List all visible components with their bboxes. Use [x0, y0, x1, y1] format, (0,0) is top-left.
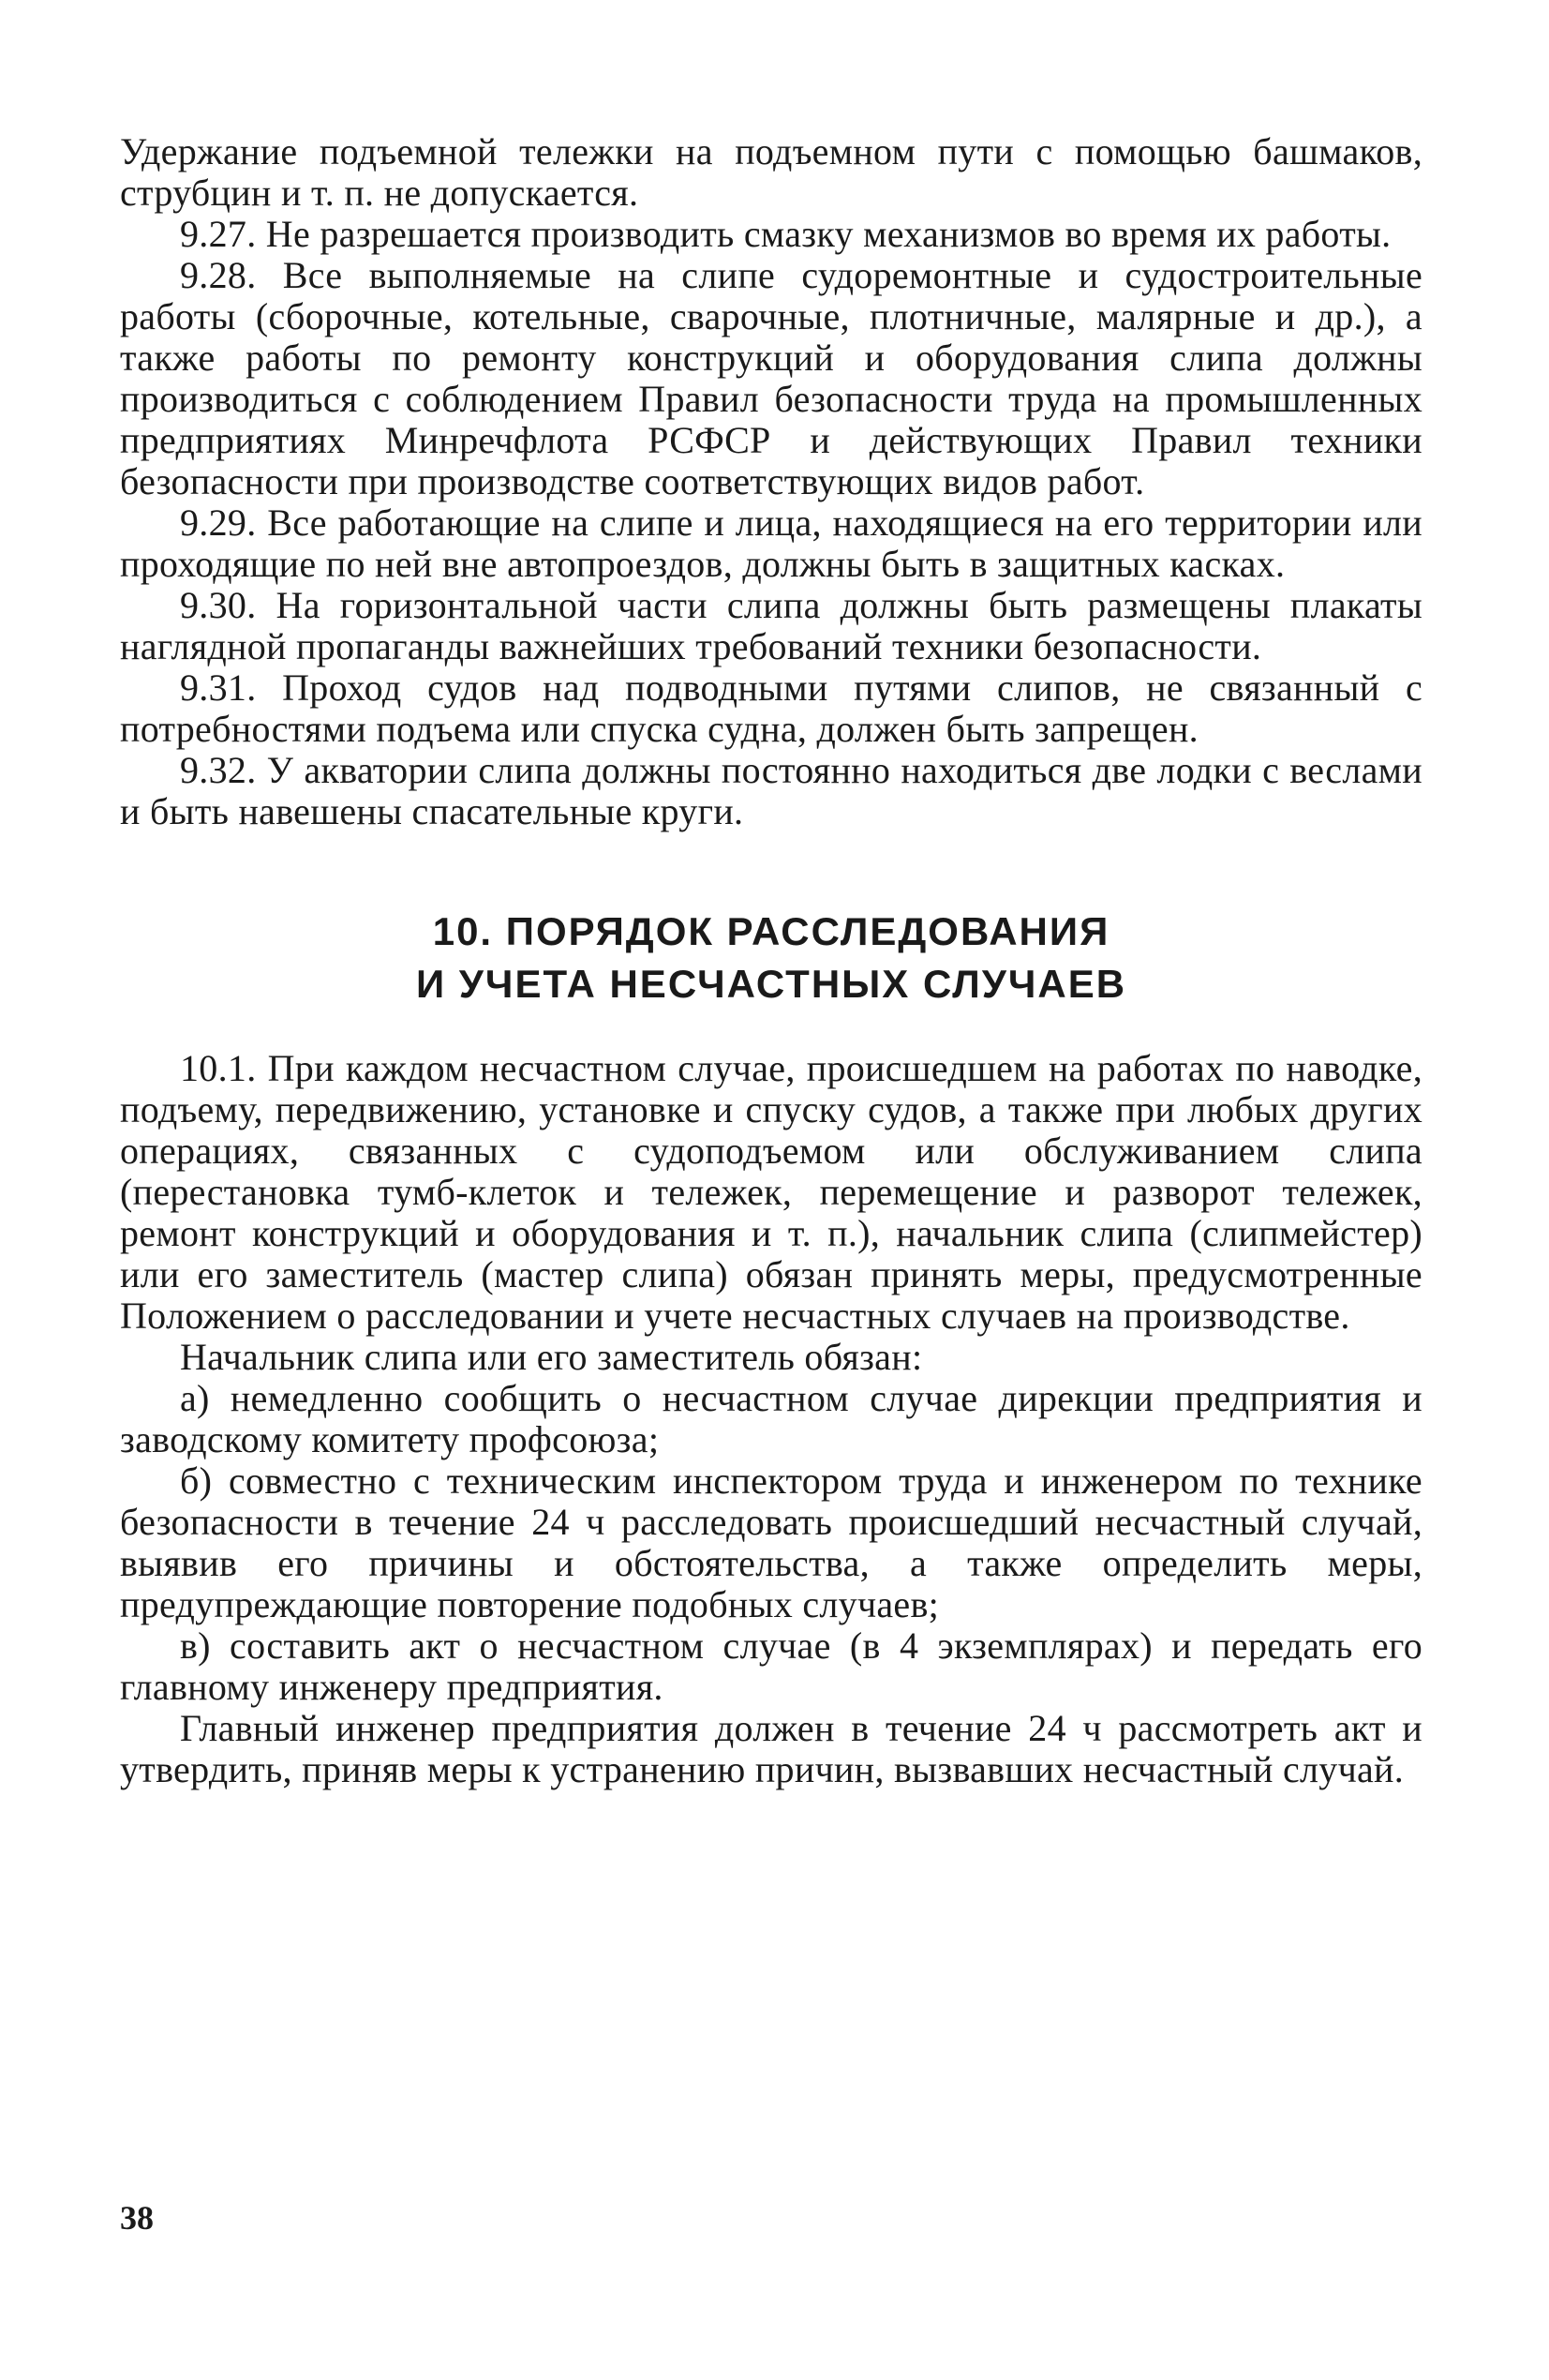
list-item-v: в) составить акт о несчастном случае (в 4 экземплярах) и передать его главному инженеру предприятия. — [120, 1624, 1422, 1708]
page-number: 38 — [120, 2199, 154, 2237]
paragraph-9-29: 9.29. Все работающие на слипе и лица, находящиеся на его территории или проходящие по ней вне автопроездов, должны быть в защитных касках. — [120, 501, 1422, 585]
paragraph-9-31: 9.31. Проход судов над подводными путями слипов, не связанный с потребностями подъема или спуска судна, должен быть запрещен. — [120, 666, 1422, 750]
section-heading — [120, 906, 1422, 1010]
paragraph-chief-engineer: Главный инженер предприятия должен в течение 24 ч рассмотреть акт и утвердить, приняв меры к устранению причин, вызвавших несчастный случай. — [120, 1707, 1422, 1790]
paragraph-9-28: 9.28. Все выполняемые на слипе судоремонтные и судостроительные работы (сборочные, котельные, сварочные, плотничные, малярные и др.), а также работы по ремонту конструкций и оборудования слипа должны производиться с соблюдением Правил безопасности труда на промышленных предприятиях Минречфлота РСФСР и действующих Правил техники безопасности при производстве соответствующих видов работ. — [120, 254, 1422, 502]
paragraph-9-32: 9.32. У акватории слипа должны постоянно находиться две лодки с веслами и быть навешены спасательные круги. — [120, 749, 1422, 832]
list-item-b: б) совместно с техническим инспектором труда и инженером по технике безопасности в течение 24 ч расследовать происшедший несчастный случай, выявив его причины и обстоятельства, а также определить меры, предупреждающие повторение подобных случаев; — [120, 1459, 1422, 1625]
section-heading-line2: И УЧЕТА НЕСЧАСТНЫХ СЛУЧАЕВ — [415, 962, 1127, 1006]
paragraph-9-27: 9.27. Не разрешается производить смазку механизмов во время их работы. — [180, 213, 1392, 255]
document-page — [120, 131, 1422, 1790]
list-item-a: а) немедленно сообщить о несчастном случае дирекции предприятия и заводскому комитету профсоюза; — [120, 1377, 1422, 1460]
paragraph-9-30: 9.30. На горизонтальной части слипа должны быть размещены плакаты наглядной пропаганды важнейших требований техники безопасности. — [120, 584, 1422, 667]
paragraph-duties-intro: Начальник слипа или его заместитель обязан: — [180, 1336, 923, 1378]
paragraph-10-1: 10.1. При каждом несчастном случае, происшедшем на работах по наводке, подъему, передвижению, установке и спуску судов, а также при любых других операциях, связанных с судоподъемом или обслуживанием слипа (перестановка тумб-клеток и тележек, перемещение и разворот тележек, ремонт конструкций и оборудования и т. п.), начальник слипа (слипмейстер) или его заместитель (мастер слипа) обязан принять меры, предусмотренные Положением о расследовании и учете несчастных случаев на производстве. — [120, 1047, 1422, 1337]
paragraph-continuation: Удержание подъемной тележки на подъемном пути с помощью башмаков, струбцин и т. п. не допускается. — [120, 130, 1422, 214]
section-heading-line1: 10. ПОРЯДОК РАССЛЕДОВАНИЯ — [432, 909, 1110, 953]
